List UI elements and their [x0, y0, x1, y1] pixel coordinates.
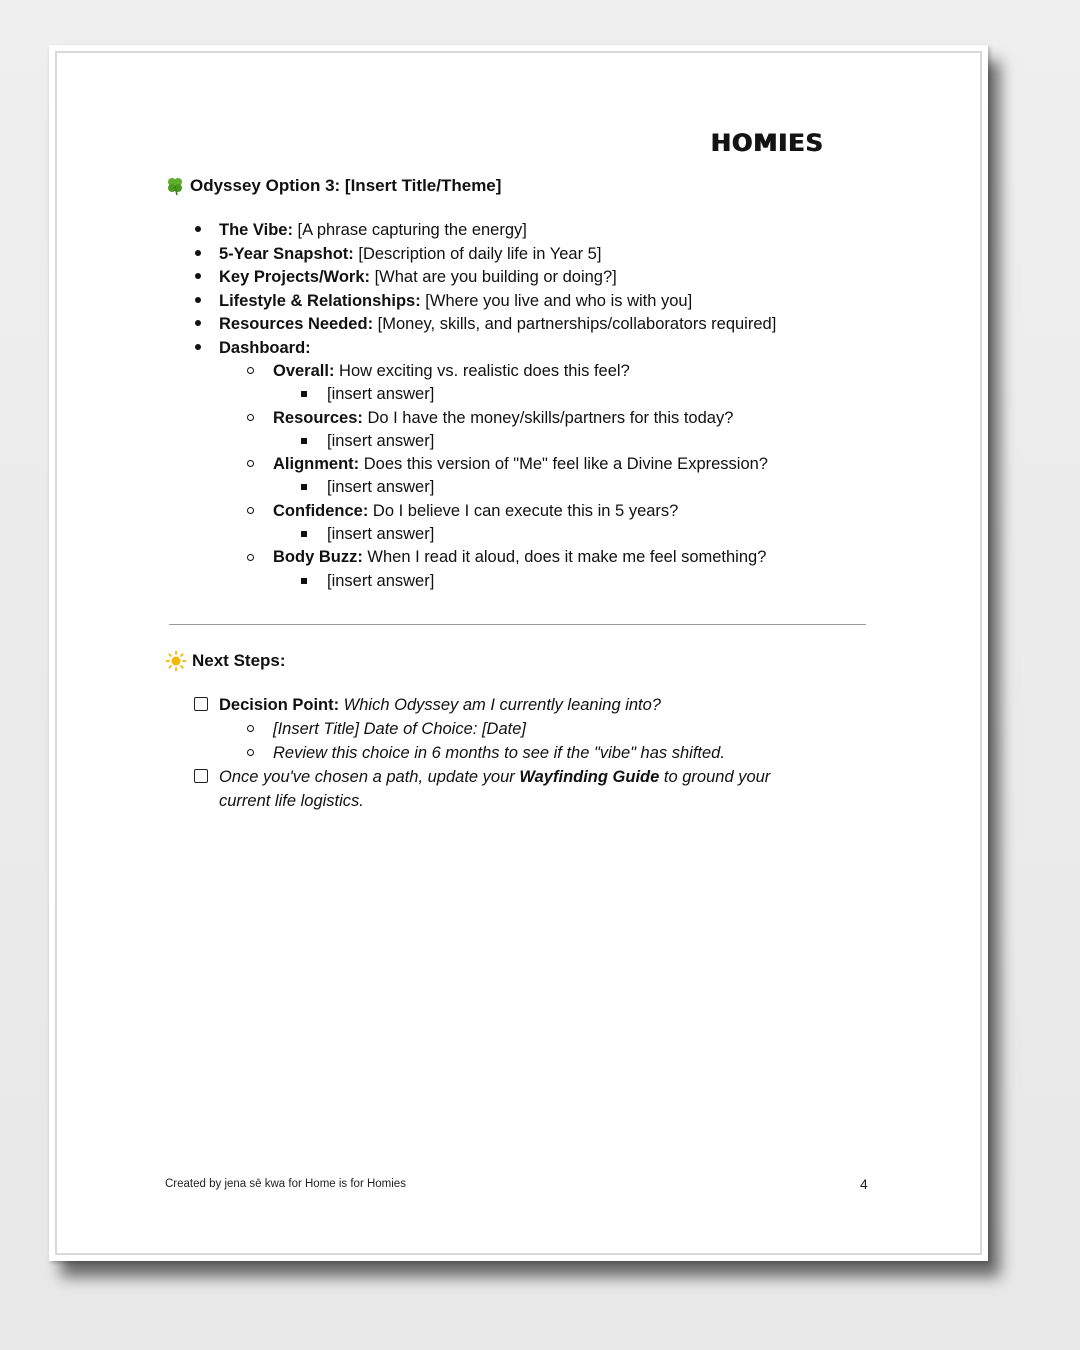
answer-alignment: [insert answer] [327, 478, 435, 496]
list-item-dashboard [219, 338, 311, 358]
path-item [219, 767, 770, 787]
item-label: Overall: [273, 362, 335, 380]
bullet [195, 250, 201, 256]
dashboard-item-resources [273, 408, 733, 428]
homies-logo: HOMIES [711, 129, 824, 157]
decision-point-item [219, 695, 661, 715]
four-leaf-clover-icon [165, 176, 185, 196]
sub-bullet [247, 749, 254, 756]
list-item-vibe [219, 220, 527, 240]
wayfinding-guide-label: Wayfinding Guide [519, 768, 660, 786]
item-label: The Vibe: [219, 221, 293, 239]
sub-bullet [247, 507, 254, 514]
item-text: Once you've chosen a path, update your [219, 768, 520, 786]
item-label: 5-Year Snapshot: [219, 245, 354, 263]
item-text: [Money, skills, and partnerships/collaborators required] [373, 315, 777, 333]
sub-sub-bullet [301, 484, 307, 490]
sub-bullet [247, 460, 254, 467]
sub-sub-bullet [301, 438, 307, 444]
sub-bullet [247, 367, 254, 374]
answer-resources: [insert answer] [327, 432, 435, 450]
item-text: [Description of daily life in Year 5] [353, 245, 602, 263]
dashboard-item-overall [273, 361, 630, 381]
item-text: [A phrase capturing the energy] [292, 221, 527, 239]
item-text: [What are you building or doing?] [370, 268, 617, 286]
item-label: Resources Needed: [219, 315, 374, 333]
dashboard-item-alignment [273, 454, 768, 474]
path-item-continued: current life logistics. [219, 792, 364, 810]
sun-icon [165, 650, 187, 672]
bullet [195, 344, 201, 350]
document-page [49, 45, 988, 1261]
item-label: Body Buzz: [273, 548, 363, 566]
section-title-next-steps [165, 650, 286, 672]
item-text: How exciting vs. realistic does this feel? [334, 362, 630, 380]
item-label: Alignment: [273, 455, 360, 473]
item-label: Lifestyle & Relationships: [219, 292, 421, 310]
section-title-text: Odyssey Option 3: [Insert Title/Theme] [190, 176, 502, 195]
section-title-odyssey [165, 176, 501, 196]
horizontal-divider [169, 624, 866, 625]
item-text: When I read it aloud, does it make me feel something? [362, 548, 767, 566]
answer-body-buzz: [insert answer] [327, 572, 435, 590]
bullet [195, 226, 201, 232]
item-label: Dashboard: [219, 339, 311, 357]
decision-subitem-date: [Insert Title] Date of Choice: [Date] [273, 720, 526, 738]
item-text: Does this version of "Me" feel like a Divine Expression? [359, 455, 768, 473]
page-number: 4 [860, 1176, 868, 1192]
list-item-projects [219, 267, 617, 287]
item-text: Do I believe I can execute this in 5 years? [368, 502, 679, 520]
item-text: [Where you live and who is with you] [420, 292, 693, 310]
bullet [195, 297, 201, 303]
answer-confidence: [insert answer] [327, 525, 435, 543]
item-text: Do I have the money/skills/partners for this today? [362, 409, 734, 427]
list-item-lifestyle [219, 291, 692, 311]
path-checkbox[interactable] [194, 769, 208, 783]
item-text: to ground your [659, 768, 771, 786]
sub-sub-bullet [301, 391, 307, 397]
item-label: Key Projects/Work: [219, 268, 370, 286]
sub-sub-bullet [301, 578, 307, 584]
answer-overall: [insert answer] [327, 385, 435, 403]
sub-bullet [247, 414, 254, 421]
item-label: Resources: [273, 409, 363, 427]
list-item-resources [219, 314, 776, 334]
item-text: Which Odyssey am I currently leaning into? [339, 696, 661, 714]
bullet [195, 320, 201, 326]
decision-subitem-review: Review this choice in 6 months to see if the "vibe" has shifted. [273, 744, 725, 762]
section-title-text: Next Steps: [192, 651, 286, 670]
sub-bullet [247, 554, 254, 561]
dashboard-item-body-buzz [273, 547, 766, 567]
dashboard-item-confidence [273, 501, 678, 521]
item-label: Decision Point: [219, 696, 340, 714]
list-item-snapshot [219, 244, 601, 264]
footer-credit: Created by jena sē kwa for Home is for Homies [165, 1178, 406, 1190]
sub-bullet [247, 725, 254, 732]
item-label: Confidence: [273, 502, 369, 520]
decision-checkbox[interactable] [194, 697, 208, 711]
bullet [195, 273, 201, 279]
sub-sub-bullet [301, 531, 307, 537]
